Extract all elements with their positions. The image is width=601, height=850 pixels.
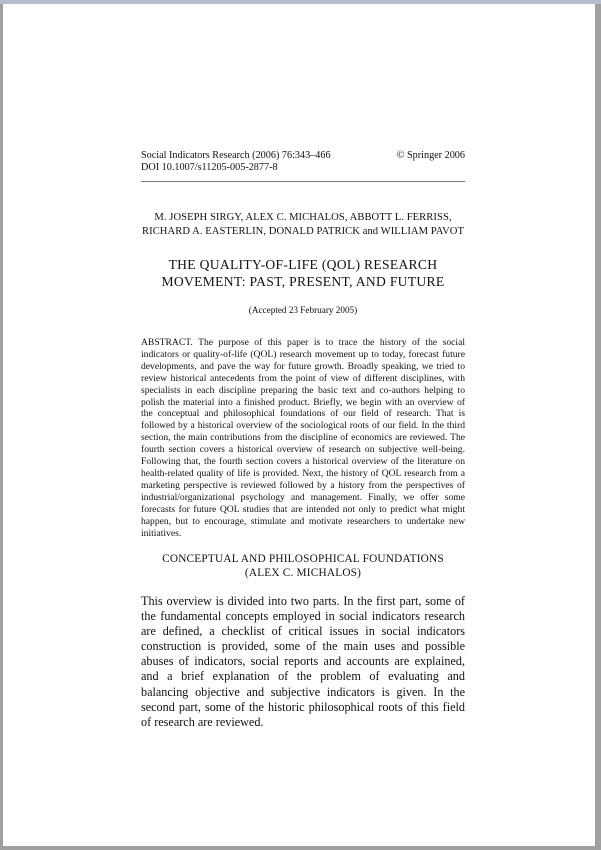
section-body: This overview is divided into two parts. In the first part, some of the fundamental concepts employed in social indicators research are defined, a checklist of critical issues in social indicators construction is provided, some of the main uses and possible abuses of indicators, social reports and accounts are explained, and a brief explanation of the problem of evaluating and balancing objective and subjective indicators is given. In the second part, some of the historic philosophical roots of this field of research are reviewed. <box>141 594 465 729</box>
paper-title <box>141 256 465 290</box>
section-title-line-1: CONCEPTUAL AND PHILOSOPHICAL FOUNDATIONS <box>162 553 444 565</box>
section-title-line-2: (ALEX C. MICHALOS) <box>244 567 362 579</box>
author-list <box>141 211 465 239</box>
accepted-date: (Accepted 23 February 2005) <box>248 305 358 315</box>
copyright-notice: © Springer 2006 <box>396 150 465 161</box>
authors-line-1: M. JOSEPH SIRGY, ALEX C. MICHALOS, ABBOTT L. FERRISS, <box>154 212 452 223</box>
section-heading <box>141 552 465 580</box>
header-rule <box>141 181 465 182</box>
authors-line-2: RICHARD A. EASTERLIN, DONALD PATRICK and WILLIAM PAVOT <box>142 226 464 237</box>
title-line-1: THE QUALITY-OF-LIFE (QOL) RESEARCH <box>168 257 438 272</box>
abstract: ABSTRACT. The purpose of this paper is to trace the history of the social indicators or quality-of-life (QOL) research movement up to today, forecast future developments, and pave the way for future growth. Broadly speaking, we tried to review historical antecedents from the point of view of different disciplines, with specialists in each discipline preparing the basic text and co-authors helping to polish the material into a finished product. Briefly, we begin with an overview of the conceptual and philosophical foundations of our field of research. That is followed by a historical overview of the sociological roots of our field. In the third section, the main contributions from the discipline of economics are reviewed. The fourth section covers a historical overview of research on subjective well-being. Following that, the fourth section covers a historical overview of the literature on health-related quality of life is provided. Next, the history of QOL research from a marketing perspective is reviewed followed by a history from the perspectives of industrial/organizational psychology and management. Finally, we offer some forecasts for future QOL studies that are intended not only to predict what might happen, but to encourage, stimulate and motivate researchers to undertake new initiatives. <box>141 337 465 539</box>
title-line-2: MOVEMENT: PAST, PRESENT, AND FUTURE <box>161 274 445 289</box>
journal-citation: Social Indicators Research (2006) 76:343–466 <box>141 150 331 161</box>
doi: DOI 10.1007/s11205-005-2877-8 <box>141 162 278 173</box>
running-header <box>141 150 465 174</box>
document-page <box>3 4 595 846</box>
